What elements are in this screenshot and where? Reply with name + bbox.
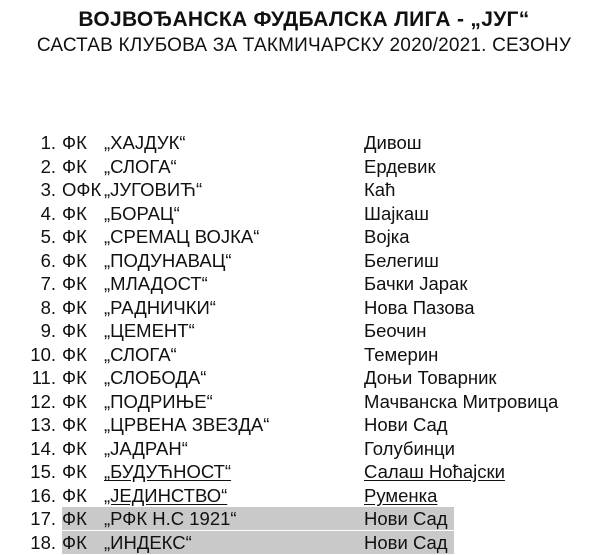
club-name: „ПОДРИЊЕ“ [104,390,213,412]
club-type: ФК [62,414,87,435]
club-city: Бачки Јарак [364,273,468,294]
club-name: „ИНДЕКС“ [104,531,192,553]
club-number: 6. [40,249,56,271]
club-number: 17. [30,508,56,529]
club-type: ФК [62,484,87,506]
club-name: „ЈУГОВИЋ“ [104,179,203,200]
club-city: Салаш Ноћајски [364,461,505,482]
club-city: Каћ [364,179,396,200]
club-city: Мачванска Митровица [364,390,559,412]
club-name: „БУДУЋНОСТ“ [104,461,232,482]
club-city: Нови Сад [364,508,448,529]
club-list [0,131,608,554]
club-city: Нова Пазова [364,296,475,318]
club-type: ФК [62,508,87,529]
club-city: Беочин [364,320,427,341]
club-name: „МЛАДОСТ“ [104,273,208,294]
club-type: ФК [62,437,87,459]
club-type: ФК [62,226,87,247]
club-row [0,225,608,249]
club-row-highlighted [0,507,608,531]
club-row [0,272,608,296]
club-row [0,390,608,414]
club-number: 7. [40,273,56,294]
club-name: „ПОДУНАВАЦ“ [104,249,232,271]
club-row [0,178,608,202]
club-city: Шајкаш [364,202,429,224]
club-name: „ЈАДРАН“ [104,437,188,459]
page-subtitle: САСТАВ КЛУБОВА ЗА ТАКМИЧАРСКУ 2020/2021. СЕЗОНУ [36,35,572,56]
club-name: „РФК Н.С 1921“ [104,508,237,529]
club-name: „ЦЕМЕНТ“ [104,320,195,341]
club-name: „СЛОГА“ [104,155,177,177]
club-name: „СЛОГА“ [104,343,177,365]
club-row [0,155,608,179]
club-name: „СРЕМАЦ ВОЈКА“ [104,226,260,247]
club-city: Темерин [364,343,439,365]
club-number: 13. [30,414,56,435]
club-city: Белегиш [364,249,439,271]
club-type: ФК [62,296,87,318]
club-number: 11. [31,367,56,388]
page-title: ВОЈВОЂАНСКА ФУДБАЛСКА ЛИГА - „ЈУГ“ [78,8,530,31]
club-type: ОФК [62,179,102,200]
club-city: Руменка [364,484,438,506]
club-type: ФК [62,343,87,365]
club-number: 1. [40,132,56,153]
club-row [0,413,608,437]
club-city: Ердевик [364,155,436,177]
club-city: Голубинци [364,437,455,459]
club-row [0,319,608,343]
club-city: Војка [364,226,410,247]
club-number: 2. [40,155,56,177]
club-row [0,131,608,155]
club-number: 18. [30,531,56,553]
club-row [0,484,608,508]
club-number: 10. [30,343,56,365]
club-row-highlighted [0,531,608,555]
club-number: 16. [30,484,56,506]
club-city: Нови Сад [364,414,448,435]
club-name: „РАДНИЧКИ“ [104,296,216,318]
club-number: 4. [40,202,56,224]
club-number: 14. [30,437,56,459]
club-number: 8. [40,296,56,318]
club-type: ФК [62,367,87,388]
club-row [0,437,608,461]
club-row [0,460,608,484]
club-type: ФК [62,461,87,482]
club-number: 12. [30,390,56,412]
club-number: 15. [30,461,56,482]
club-city: Доњи Товарник [364,367,497,388]
club-type: ФК [62,155,87,177]
club-type: ФК [62,531,87,553]
club-type: ФК [62,390,87,412]
club-city: Нови Сад [364,531,448,553]
club-number: 3. [40,179,56,200]
club-type: ФК [62,320,87,341]
club-type: ФК [62,249,87,271]
club-name: „СЛОБОДА“ [104,367,207,388]
club-city: Дивош [364,132,422,153]
club-number: 5. [40,226,56,247]
club-row [0,202,608,226]
club-number: 9. [40,320,56,341]
club-type: ФК [62,132,87,153]
club-row [0,249,608,273]
club-row [0,343,608,367]
club-name: „ЦРВЕНА ЗВЕЗДА“ [104,414,270,435]
club-name: „ХАЈДУК“ [104,132,186,153]
club-name: „БОРАЦ“ [104,202,180,224]
club-row [0,296,608,320]
club-row [0,366,608,390]
club-name: „ЈЕДИНСТВО“ [104,484,228,506]
club-type: ФК [62,202,87,224]
club-type: ФК [62,273,87,294]
